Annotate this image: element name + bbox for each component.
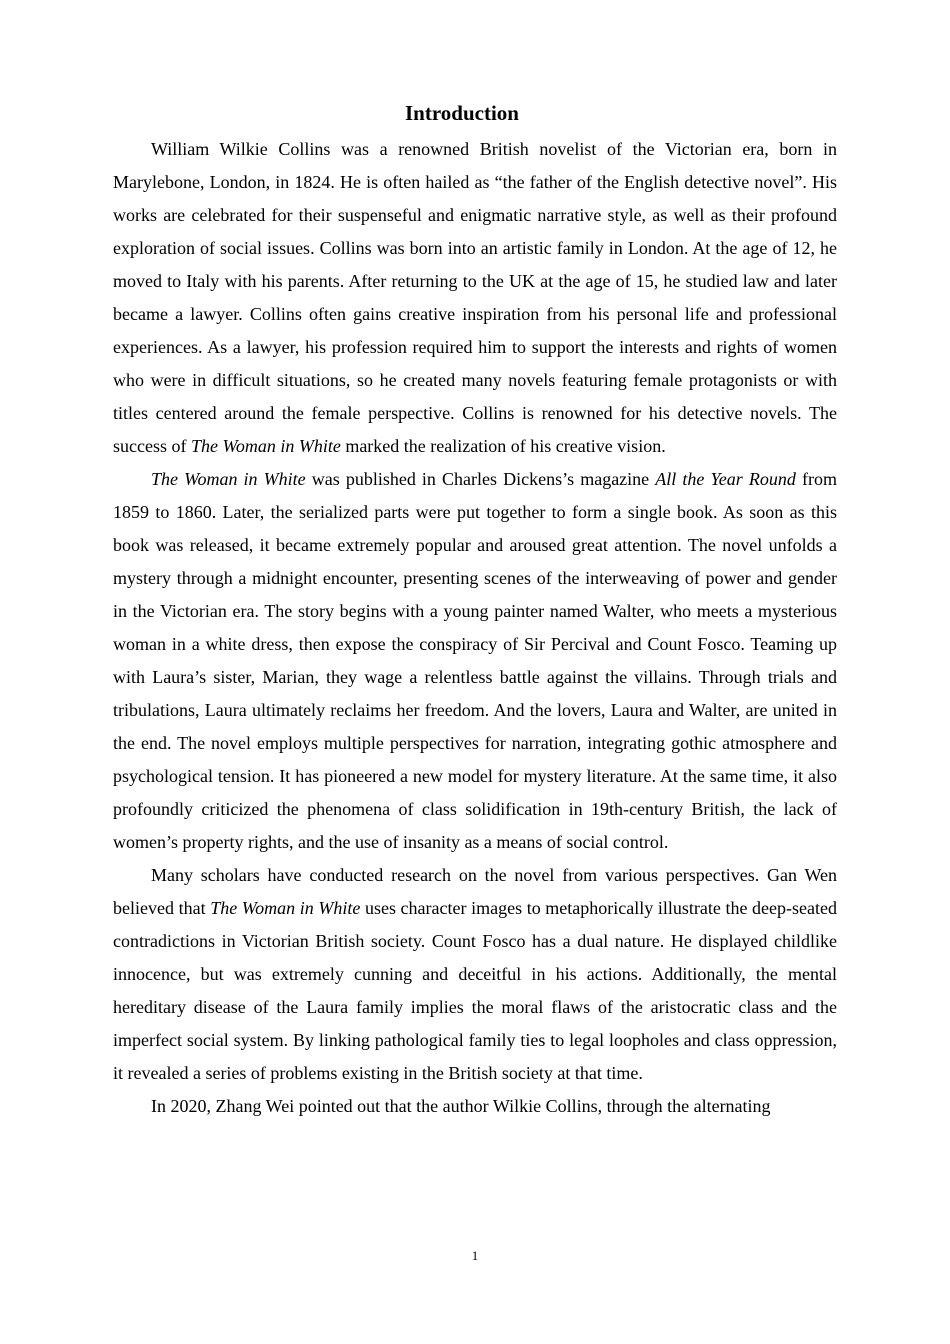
paragraph-2-text-1: was published in Charles Dickens’s magazine <box>305 469 656 489</box>
paragraph-2-text-2: from 1859 to 1860. Later, the serialized parts were put together to form a single book. As soon as this book was released, it became extremely popular and aroused great attention. The novel unfolds a mystery through a midnight encounter, presenting scenes of the interweaving of power and gender in the Victorian era. The story begins with a young painter named Walter, who meets a mysterious woman in a white dress, then expose the conspiracy of Sir Percival and Count Fosco. Teaming up with Laura’s sister, Marian, they wage a relentless battle against the villains. Through trials and tribulations, Laura ultimately reclaims her freedom. And the lovers, Laura and Walter, are united in the end. The novel employs multiple perspectives for narration, integrating gothic atmosphere and psychological tension. It has pioneered a new model for mystery literature. At the same time, it also profoundly criticized the phenomena of class solidification in 19th-century British, the lack of women’s property rights, and the use of insanity as a means of social control. <box>113 469 837 852</box>
paragraph-3 <box>113 859 837 1090</box>
page-number: 1 <box>471 1248 479 1263</box>
paragraph-3-text-2: uses character images to metaphorically illustrate the deep-seated contradictions in Victorian British society. Count Fosco has a dual nature. He displayed childlike innocence, but was extremely cunning and deceitful in his actions. Additionally, the mental hereditary disease of the Laura family implies the moral flaws of the aristocratic class and the imperfect social system. By linking pathological family ties to legal loopholes and class oppression, it revealed a series of problems existing in the British society at that time. <box>113 898 838 1083</box>
paragraph-4-text-1: In 2020, Zhang Wei pointed out that the author Wilkie Collins, through the alternating <box>151 1096 771 1116</box>
paragraph-3-book-title: The Woman in White <box>210 898 361 918</box>
paragraph-2-book-title: The Woman in White <box>151 469 306 489</box>
paragraph-2-magazine-title: All the Year Round <box>655 469 796 489</box>
paragraph-4 <box>113 1090 837 1123</box>
page-title: Introduction <box>405 101 519 125</box>
paragraph-2 <box>113 463 837 859</box>
paragraph-1 <box>113 133 837 463</box>
paragraph-1-book-title: The Woman in White <box>190 436 341 456</box>
paragraph-3-text-1: Many scholars have conducted research on the novel from various perspectives. Gan Wen believed that <box>113 865 837 918</box>
paragraph-1-text-1: William Wilkie Collins was a renowned British novelist of the Victorian era, born in Marylebone, London, in 1824. He is often hailed as “the father of the English detective novel”. His works are celebrated for their suspenseful and enigmatic narrative style, as well as their profound exploration of social issues. Collins was born into an artistic family in London. At the age of 12, he moved to Italy with his parents. After returning to the UK at the age of 15, he studied law and later became a lawyer. Collins often gains creative inspiration from his personal life and professional experiences. As a lawyer, his profession required him to support the interests and rights of women who were in difficult situations, so he created many novels featuring female protagonists or with titles centered around the female perspective. Collins is renowned for his detective novels. The success of <box>113 139 837 456</box>
paragraph-1-text-2: marked the realization of his creative vision. <box>340 436 666 456</box>
body-text <box>113 133 837 1123</box>
